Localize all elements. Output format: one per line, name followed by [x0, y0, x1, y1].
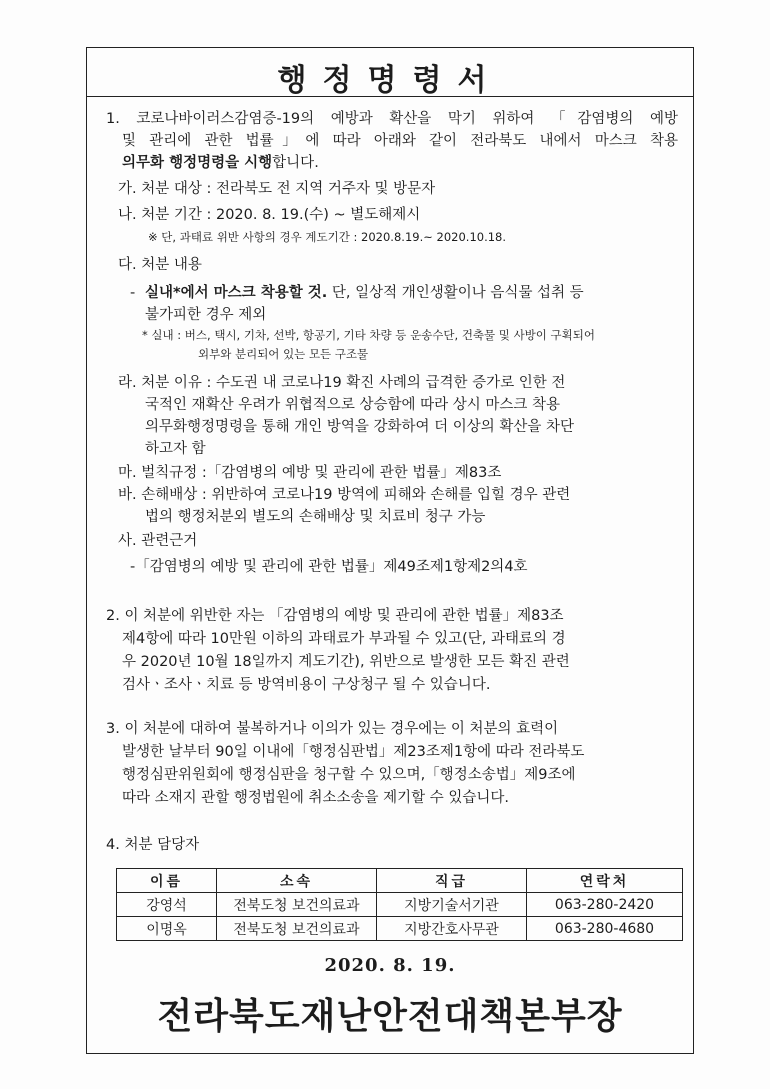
item1-line1: 1. 코로나바이러스감염증-19의 예방과 확산을 막기 위하여 「감염병의 예방 [106, 111, 678, 127]
item2-line3: 우 2020년 10월 18일까지 계도기간), 위반으로 발생한 모든 확진 관련 [122, 654, 570, 670]
item-da-note-line1: * 실내 : 버스, 택시, 기차, 선박, 항공기, 기타 차량 등 운송수단, 건축물 및 사방이 구획되어 [142, 328, 595, 342]
item-da: 다. 처분 내용 [118, 257, 202, 273]
issuer-name: 전라북도재난안전대책본부장 [157, 995, 623, 1037]
cell-name: 이명옥 [117, 917, 217, 941]
item-sa-ref: -「감염병의 예방 및 관리에 관한 법률」제49조제1항제2의4호 [130, 559, 528, 575]
cell-name: 강영석 [117, 893, 217, 917]
table-row [117, 917, 683, 941]
title-divider [86, 96, 694, 97]
header-name: 이름 [117, 869, 217, 893]
cell-department: 전북도청 보건의료과 [217, 917, 377, 941]
item3-line4: 따라 소재지 관할 행정법원에 취소소송을 제기할 수 있습니다. [122, 790, 510, 806]
item-da-line1 [145, 282, 584, 305]
item-na-note: ※ 단, 과태료 위반 사항의 경우 계도기간 : 2020.8.19.~ 2020.10.18. [148, 230, 507, 244]
item-na: 나. 처분 기간 : 2020. 8. 19.(수) ~ 별도해제시 [118, 207, 421, 223]
item-da-note-line2: 외부와 분리되어 있는 모든 구조물 [198, 347, 369, 361]
item3-line2: 발생한 날부터 90일 이내에「행정심판법」제23조제1항에 따라 전라북도 [122, 744, 585, 760]
item4-heading: 4. 처분 담당자 [106, 837, 200, 853]
cell-department: 전북도청 보건의료과 [217, 893, 377, 917]
staff-table-header-row [117, 869, 683, 893]
header-contact: 연락처 [527, 869, 683, 893]
issue-date: 2020. 8. 19. [324, 955, 456, 976]
item1-line2-text: 및 관리에 관한 법률」에 따라 아래와 같이 전라북도 내에서 마스크 착용 [122, 133, 678, 149]
item-ra-line2: 국적인 재확산 우려가 위협적으로 상승함에 따라 상시 마스크 착용 [145, 397, 561, 413]
item-ba-line2: 법의 행정처분외 별도의 손해배상 및 치료비 청구 가능 [145, 509, 486, 525]
item-ga: 가. 처분 대상 : 전라북도 전 지역 거주자 및 방문자 [118, 181, 436, 197]
item1-line2 [122, 130, 678, 153]
item2-line2: 제4항에 따라 10만원 이하의 과태료가 부과될 수 있고(단, 과태료의 경 [122, 631, 566, 647]
cell-rank: 지방간호사무관 [377, 917, 527, 941]
item1-line3 [122, 152, 319, 175]
item-ra-line1: 라. 처분 이유 : 수도권 내 코로나19 확진 사례의 급격한 증가로 인한 전 [118, 375, 566, 391]
item2-line1: 2. 이 처분에 위반한 자는 「감염병의 예방 및 관리에 관한 법률」제83조 [106, 608, 564, 624]
cell-rank: 지방기술서기관 [377, 893, 527, 917]
cell-contact: 063-280-4680 [527, 917, 683, 941]
document-title: 행정명령서 [277, 63, 503, 98]
cell-contact: 063-280-2420 [527, 893, 683, 917]
item-ba-line1: 바. 손해배상 : 위반하여 코로나19 방역에 피해와 손해를 입힐 경우 관련 [118, 487, 571, 503]
item2-line4: 검사ㆍ조사ㆍ치료 등 방역비용이 구상청구 될 수 있습니다. [122, 677, 491, 693]
item1-line3-rest: 합니다. [272, 155, 319, 171]
item-ra-line4: 하고자 함 [145, 441, 206, 457]
item-ra-line3: 의무화행정명령을 통해 개인 방역을 강화하여 더 이상의 확산을 차단 [145, 419, 575, 435]
item-sa: 사. 관련근거 [118, 533, 198, 549]
item-ma: 마. 벌칙규정 :「감염병의 예방 및 관리에 관한 법률」제83조 [118, 465, 502, 481]
item-da-line2: 불가피한 경우 제외 [145, 307, 267, 323]
header-department: 소속 [217, 869, 377, 893]
item-da-emphasis: 실내*에서 마스크 착용할 것. [145, 285, 328, 301]
staff-table [116, 868, 683, 941]
header-rank: 직급 [377, 869, 527, 893]
item-da-rest: 단, 일상적 개인생활이나 음식물 섭취 등 [327, 285, 584, 301]
item-da-dash: - [130, 285, 136, 301]
item1-emphasis: 의무화 행정명령을 시행 [122, 155, 273, 171]
table-row [117, 893, 683, 917]
item3-line1: 3. 이 처분에 대하여 불복하거나 이의가 있는 경우에는 이 처분의 효력이 [106, 721, 559, 737]
item3-line3: 행정심판위원회에 행정심판을 청구할 수 있으며,「행정소송법」제9조에 [122, 767, 576, 783]
